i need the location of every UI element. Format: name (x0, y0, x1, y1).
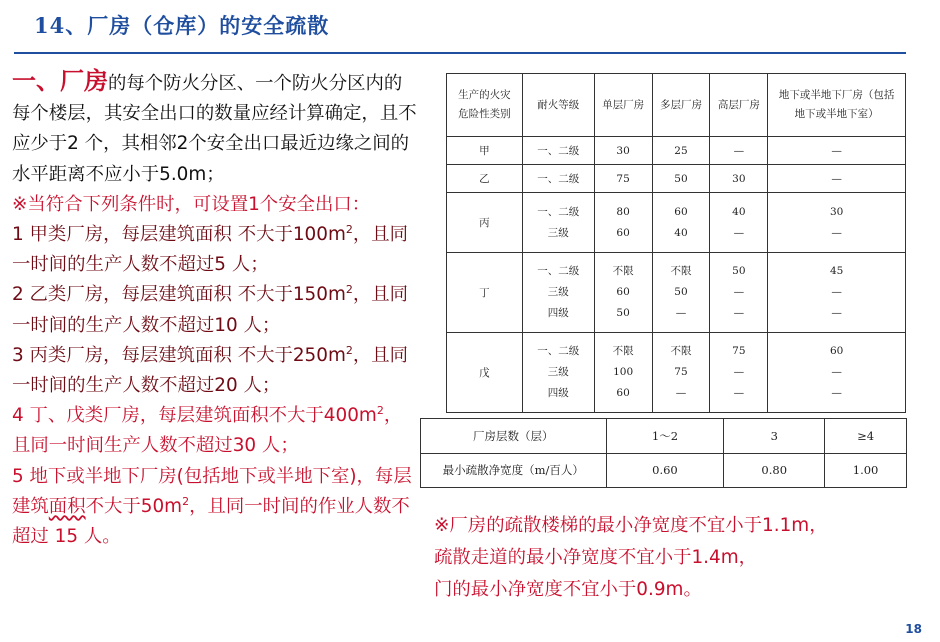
table-cell: 不限 75 — (652, 333, 710, 413)
superscript: 2 (182, 494, 190, 508)
table-row (447, 253, 906, 333)
superscript: 2 (345, 343, 353, 357)
page-number: 18 (905, 622, 922, 636)
condition-heading: ※当符合下列条件时，可设置1个安全出口： (12, 193, 371, 215)
table-cell: 一、二级 三级 四级 (522, 333, 594, 413)
table-cell: 40 — (710, 193, 768, 253)
condition-item-4 (12, 401, 418, 461)
table-cell: 75 (594, 165, 652, 193)
superscript: 2 (345, 283, 353, 297)
header-cell: 高层厂房 (710, 74, 768, 137)
table-cell: 乙 (447, 165, 523, 193)
table-cell: 丙 (447, 193, 523, 253)
table-cell: 30 (594, 137, 652, 165)
exit-rule-paragraph (12, 66, 418, 190)
condition-item-4-b: ，且同一时间生产人数不超过30 人； (12, 405, 403, 457)
header-cell: 单层厂房 (594, 74, 652, 137)
table-cell: 75 — — (710, 333, 768, 413)
table-cell: 不限 100 60 (594, 333, 652, 413)
table-cell: ≥4 (825, 419, 907, 454)
condition-item-1 (12, 220, 418, 280)
table-cell: 50 (652, 165, 710, 193)
header-cell: 生产的火灾危险性类别 (447, 74, 523, 137)
title-underline (14, 52, 906, 54)
condition-item-5 (12, 462, 418, 553)
evacuation-width-table (420, 418, 907, 488)
table-cell: 不限 60 50 (594, 253, 652, 333)
superscript: 2 (345, 222, 353, 236)
table-cell: 最小疏散净宽度（m/百人） (421, 453, 607, 488)
condition-item-5-c: ，且同一时间的作业人数不超过 15 人。 (12, 495, 410, 548)
fire-compartment-table (446, 73, 906, 413)
condition-item-2-b: ，且同一时间的生产人数不超过10 人； (12, 284, 409, 336)
table-cell: 厂房层数（层） (421, 419, 607, 454)
factory-keyword: 厂房 (60, 67, 108, 95)
condition-item-2 (12, 280, 418, 340)
table-cell: 1～2 (606, 419, 724, 454)
table-cell: 一、二级 三级 (522, 193, 594, 253)
header-cell: 地下或半地下厂房（包括地下或半地下室） (768, 74, 906, 137)
table-cell: — (710, 137, 768, 165)
table-cell: 1.00 (825, 453, 907, 488)
table-cell: 0.80 (724, 453, 825, 488)
table-cell: 甲 (447, 137, 523, 165)
table-row (447, 137, 906, 165)
table-cell: 一、二级 (522, 165, 594, 193)
table-cell: — (768, 165, 906, 193)
width-note (434, 510, 828, 606)
table-cell: 80 60 (594, 193, 652, 253)
table-row (447, 333, 906, 413)
table-cell: 3 (724, 419, 825, 454)
table-cell: — (768, 137, 906, 165)
table-cell: 60 — — (768, 333, 906, 413)
table-cell: 25 (652, 137, 710, 165)
note-line: ※厂房的疏散楼梯的最小净宽度不宜小于1.1m， (434, 515, 828, 536)
table-row (447, 193, 906, 253)
condition-item-5-underlined: 面积 (48, 495, 86, 517)
table-cell: 60 40 (652, 193, 710, 253)
left-text-block (12, 66, 418, 552)
table-cell: 0.60 (606, 453, 724, 488)
table-cell: 不限 50 — (652, 253, 710, 333)
table-cell: 丁 (447, 253, 523, 333)
condition-item-5-a: 5 地下或半地下厂房(包括地下或半地下室)，每层建筑 (12, 465, 412, 517)
note-line: 疏散走道的最小净宽度不宜小于1.4m， (434, 547, 758, 568)
condition-item-1-a: 1 甲类厂房，每层建筑面积 不大于100m (12, 224, 346, 246)
condition-item-3 (12, 341, 418, 401)
superscript: 2 (376, 404, 384, 418)
condition-item-4-a: 4 丁、戊类厂房，每层建筑面积不大于400m (12, 405, 377, 427)
table-row (447, 165, 906, 193)
table-cell: 戊 (447, 333, 523, 413)
condition-item-1-b: ，且同一时间的生产人数不超过5 人； (12, 224, 409, 276)
section-marker: 一、 (12, 67, 60, 95)
table-cell: 30 — (768, 193, 906, 253)
table-cell: 30 (710, 165, 768, 193)
table-cell: 50 — — (710, 253, 768, 333)
exit-rule-text: 的每个防火分区、一个防火分区内的每个楼层，其安全出口的数量应经计算确定，且不应少于2 个，其相邻2个安全出口最近边缘之间的水平距离不应小于5.0m； (12, 73, 417, 185)
table-row (421, 419, 907, 454)
note-line: 门的最小净宽度不宜小于0.9m。 (434, 579, 702, 600)
condition-item-3-a: 3 丙类厂房，每层建筑面积 不大于250m (12, 344, 346, 366)
condition-item-5-b: 不大于50m (85, 495, 183, 517)
table-row (421, 453, 907, 488)
header-cell: 耐火等级 (522, 74, 594, 137)
condition-item-2-a: 2 乙类厂房，每层建筑面积 不大于150m (12, 284, 346, 306)
table-cell: 一、二级 (522, 137, 594, 165)
table-cell: 一、二级 三级 四级 (522, 253, 594, 333)
table-header-row (447, 74, 906, 137)
page-title: 14、厂房（仓库）的安全疏散 (34, 13, 330, 38)
table-cell: 45 — — (768, 253, 906, 333)
condition-item-3-b: ，且同一时间的生产人数不超过20 人； (12, 344, 409, 397)
header-cell: 多层厂房 (652, 74, 710, 137)
